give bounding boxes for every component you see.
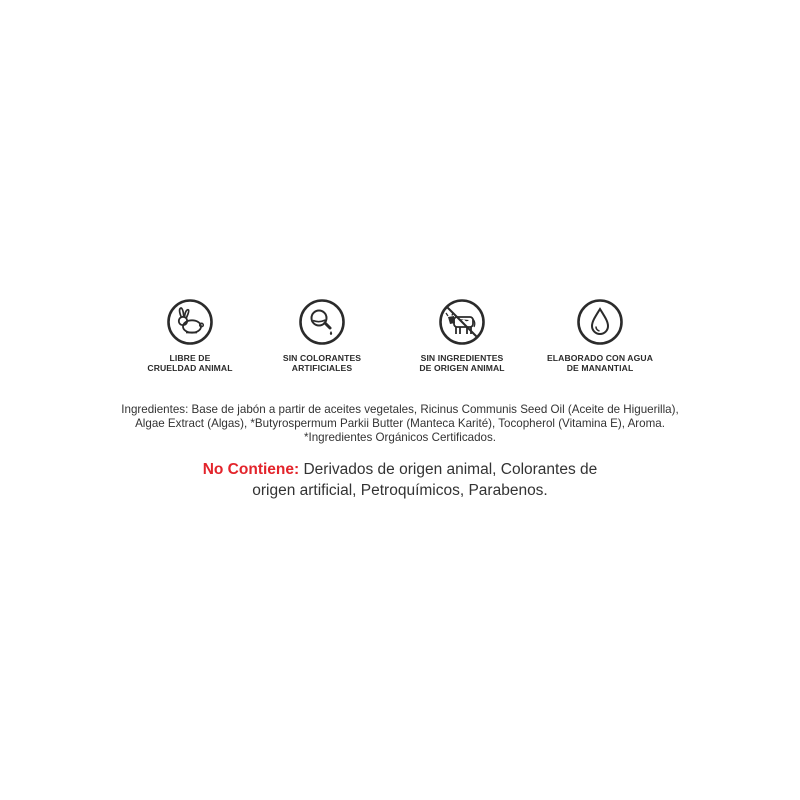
badge-label: ELABORADO CON AGUA DE MANANTIAL: [546, 353, 654, 373]
no-contiene-label: No Contiene:: [202, 461, 300, 478]
no-contiene-line2: origen artificial, Petroquímicos, Parabenos.: [252, 482, 548, 499]
no-contiene-text: [60, 459, 740, 501]
badge-label: SIN INGREDIENTES DE ORIGEN ANIMAL: [419, 353, 505, 373]
badge-spring-water: [525, 298, 675, 373]
badge-no-animal-ingredients: [387, 298, 537, 373]
water-drop-icon: [576, 298, 624, 346]
ingredients-line: *Ingredientes Orgánicos Certificados.: [303, 431, 497, 444]
ingredients-line: Algae Extract (Algas), *Butyrospermum Parkii Butter (Manteca Karité), Tocopherol (Vitamina E), Aroma.: [135, 417, 665, 430]
dropper-icon: [298, 298, 346, 346]
badge-label: SIN COLORANTES ARTIFICIALES: [282, 353, 362, 373]
no-contiene-line: [60, 459, 740, 480]
ingredients-line: Ingredientes: Base de jabón a partir de aceites vegetales, Ricinus Communis Seed Oil (Aceite de Higuerilla),: [121, 403, 679, 416]
badge-no-artificial-colors: [247, 298, 397, 373]
badge-row: [0, 298, 800, 378]
cow-crossed-icon: [438, 298, 486, 346]
badge-label: LIBRE DE CRUELDAD ANIMAL: [147, 353, 233, 373]
no-contiene-line1: Derivados de origen animal, Colorantes de: [299, 461, 598, 478]
badge-cruelty-free: [115, 298, 265, 373]
ingredients-text: [60, 403, 740, 445]
rabbit-icon: [166, 298, 214, 346]
